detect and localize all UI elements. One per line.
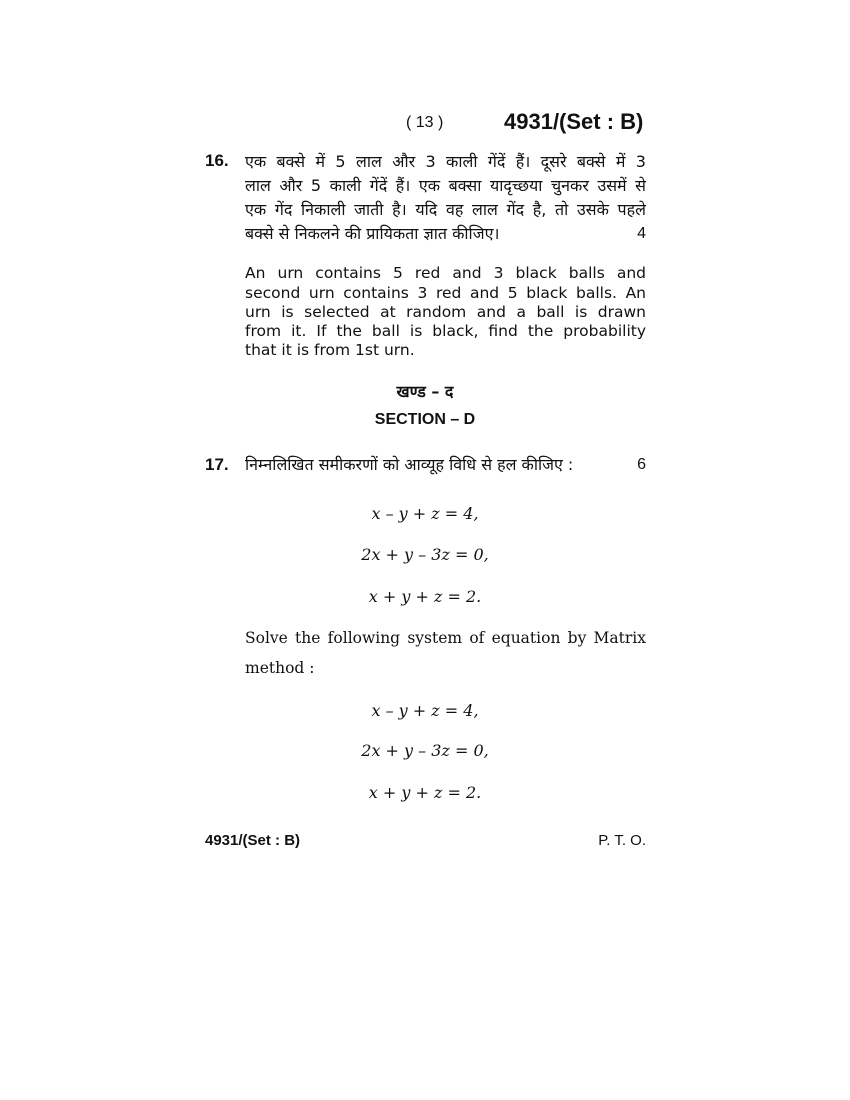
equation-2: 2x + y – 3z = 0, [361,545,489,564]
q16-marks: 4 [637,225,646,242]
q16-english-line: urn is selected at random and a ball is drawn [245,303,646,321]
equation-1: x – y + z = 4, [371,504,479,523]
q17-marks: 6 [637,456,646,473]
paper-code-footer: 4931/(Set : B) [205,832,301,849]
q16-english-line: from it. If the ball is black, find the probability [245,322,646,340]
equation-1-english: x – y + z = 4, [371,701,479,720]
pto-label: P. T. O. [598,832,646,849]
paper-code-header: 4931/(Set : B) [504,109,644,134]
question-17-number: 17. [205,455,229,474]
q17-english-line: method : [245,659,315,677]
question-16-number: 16. [205,151,229,170]
section-heading-english: SECTION – D [374,411,476,428]
equation-3: x + y + z = 2. [368,587,482,606]
section-heading-hindi: खण्ड – द [396,382,454,401]
equation-2-english: 2x + y – 3z = 0, [361,741,489,760]
q16-hindi-line: एक गेंद निकाली जाती है। यदि वह लाल गेंद है, तो उसके पहले [245,200,646,219]
page-number: ( 13 ) [406,114,444,131]
q16-hindi-line: लाल और 5 काली गेंदें हैं। एक बक्सा यादृच्छया चुनकर उसमें से [245,176,646,195]
q17-hindi-text: निम्नलिखित समीकरणों को आव्यूह विधि से हल कीजिए : [245,455,574,474]
equation-3-english: x + y + z = 2. [368,783,482,802]
q16-english-line: second urn contains 3 red and 5 black balls. An [245,284,646,302]
q17-english-line: Solve the following system of equation by Matrix [245,629,646,647]
q16-hindi-line: एक बक्से में 5 लाल और 3 काली गेंदें हैं। दूसरे बक्से में 3 [245,152,646,171]
q16-hindi-line: बक्से से निकलने की प्रायिकता ज्ञात कीजिए। [245,224,500,243]
q16-english-line: that it is from 1st urn. [245,341,415,359]
q16-english-line: An urn contains 5 red and 3 black balls and [245,264,646,282]
